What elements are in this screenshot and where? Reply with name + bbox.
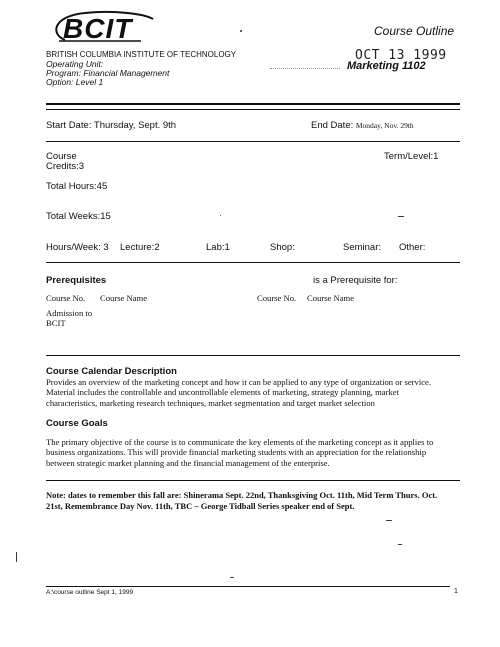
- option-line: Option: Level 1: [46, 77, 104, 87]
- bcit-logo: [45, 10, 155, 44]
- goals-line: between strategic market planning and the financial management of the enterprise.: [46, 457, 330, 468]
- lab-hours: Lab:1: [206, 242, 230, 253]
- note-block: [46, 490, 466, 512]
- other-hours: Other:: [399, 242, 426, 253]
- divider-rule: [46, 141, 460, 142]
- admission-line2: BCIT: [46, 318, 66, 328]
- total-weeks: Total Weeks:15: [46, 211, 111, 222]
- col-course-no-right: Course No.: [257, 293, 297, 303]
- page-number: 1: [454, 588, 458, 595]
- start-date-label: Start Date:: [46, 120, 92, 131]
- scan-speck: [398, 544, 402, 545]
- description-line: Provides an overview of the marketing concept and how it can be applied to any type of organization or service.: [46, 377, 432, 387]
- seminar-hours: Seminar:: [343, 242, 382, 253]
- lecture-hours: Lecture:2: [120, 242, 160, 253]
- scan-speck: [386, 520, 392, 521]
- term-level: Term/Level:1: [384, 151, 439, 162]
- description-body: [46, 377, 466, 408]
- note-line: Note: dates to remember this fall are: Shinerama Sept. 22nd, Thanksgiving Oct. 11th, Mid Term Thurs. Oct.: [46, 490, 438, 500]
- institute-name: BRITISH COLUMBIA INSTITUTE OF TECHNOLOGY: [46, 50, 237, 59]
- start-date: [46, 120, 176, 131]
- divider-rule: [46, 262, 460, 263]
- operating-unit: Operating Unit:: [46, 59, 104, 69]
- scan-speck: [220, 215, 221, 216]
- divider-rule: [46, 109, 460, 110]
- col-course-name-left: Course Name: [100, 293, 148, 303]
- end-date-value: Monday, Nov. 29th: [355, 121, 414, 130]
- scan-speck: [398, 216, 404, 217]
- admission-line1: Admission to: [46, 308, 93, 318]
- footer-rule: [46, 586, 450, 587]
- end-date: [311, 120, 414, 131]
- goals-line: business organizations. This will provide financial marketing students with an appreciation for the relationship: [46, 447, 427, 458]
- start-date-value: Thursday, Sept. 9th: [93, 120, 177, 131]
- col-course-no-left: Course No.: [46, 293, 86, 303]
- header-dotted-line: [270, 68, 340, 69]
- prerequisites-label: Prerequisites: [46, 275, 107, 286]
- col-course-name-right: Course Name: [307, 293, 355, 303]
- file-reference: A:\course outline Sept 1, 1999: [46, 589, 134, 596]
- course-label: Course: [46, 151, 77, 162]
- scan-speck: [230, 577, 234, 578]
- goals-line: The primary objective of the course is to communicate the key elements of the marketing concept as it applies to: [46, 437, 434, 447]
- logo-text: BCIT: [63, 13, 133, 44]
- goals-heading: Course Goals: [46, 418, 108, 429]
- divider-rule: [46, 480, 460, 481]
- description-heading: Course Calendar Description: [46, 366, 177, 377]
- credits: Credits:3: [46, 161, 85, 172]
- description-line: Material includes the controllable and uncontrollable elements of marketing, strategy planning, market: [46, 387, 399, 398]
- program-line: Program: Financial Management: [46, 68, 170, 78]
- received-stamp-date: OCT 13 1999: [355, 48, 447, 63]
- shop-hours: Shop:: [270, 242, 295, 253]
- goals-body: [46, 437, 466, 468]
- description-line: characteristics, marketing research techniques, market segmentation and target market selection: [46, 397, 375, 408]
- divider-rule: [46, 355, 460, 356]
- scan-speck: [16, 552, 17, 562]
- note-line: 21st, Remembrance Day Nov. 11th, TBC – George Tidball Series speaker end of Sept.: [46, 501, 355, 511]
- total-hours: Total Hours:45: [46, 181, 108, 192]
- end-date-label: End Date:: [311, 120, 354, 131]
- divider-rule: [46, 103, 460, 105]
- doc-type: Course Outline: [374, 24, 455, 38]
- course-title: Marketing 1102: [347, 60, 426, 72]
- is-prerequisite-for-label: is a Prerequisite for:: [313, 275, 398, 286]
- scan-speck: [240, 30, 242, 32]
- hours-per-week: Hours/Week: 3: [46, 242, 109, 253]
